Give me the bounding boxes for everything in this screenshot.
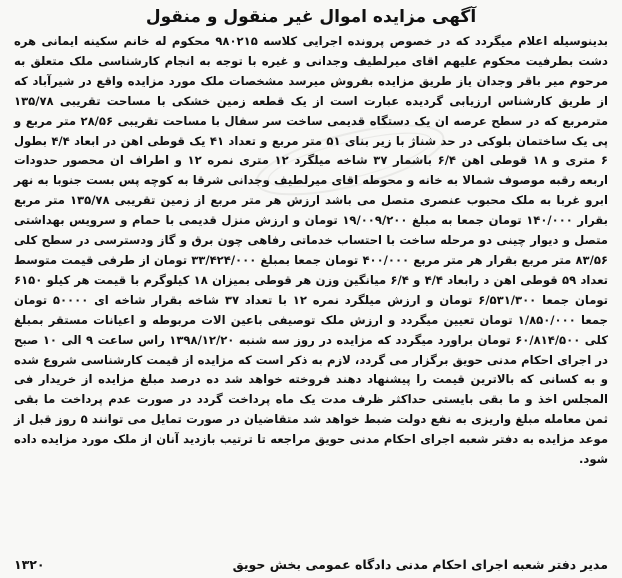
notice-title: آگهی مزایده اموال غیر منقول و منقول — [145, 7, 477, 27]
notice-body-text: بدینوسیله اعلام میگردد که در خصوص پرونده اجرایی کلاسه ۹۸۰۲۱۵ محکوم له خانم سکینه ایمانی هره دشت بطرفیت محکوم علیهم اقای میرلطیف وجدانی و غیره با توجه به انجام کارشناسی ملک متعلق به مرحوم میر باقر وجدان یاز طریق مزایده بفروش میرسد مشخصات ملک مورد مزایده واقع در شیرآباد که از طریق کارشناس ارزیابی گردیده عبارت است از یک قطعه زمین خشکی با مساحت تقریبی ۱۳۵/۷۸ مترمربع که در سطح عرصه ان یک دستگاه قدیمی ساخت سر سفال با مساحت تقریبی ۲۸/۵۶ متر مربع و پی یک ساختمان بلوکی در حد شناژ با زیر بنای ۵۱ متر مربع و تعداد ۴۱ یک قوطی اهن در ابعاد ۴/۴ بطول ۶ متری و ۱۸ قوطی اهن ۶/۴ باشمار ۳۷ شاخه میلگرد ۱۲ متری نمره ۱۲ و اطراف ان محصور حدودات اربعه رقبه موصوف شمالا به خانه و محوطه اقای میرلطیف وجدانی شرقا به کوچه پس بست جنوبا به نهر ابرو غربا به ملک محبوب عنصری متصل می باشد ارزش هر متر مربع از زمین تقریبی ۱۳۵/۷۸ متر مربع بقرار ۱۴۰/۰۰۰ تومان جمعا به مبلغ ۱۹/۰۰۹/۲۰۰ تومان و ارزش منزل قدیمی با حمام و سرویس بهداشتی متصل و دیوار چینی دو مرحله ساخت با احتساب خدماتی رفاهی چون برق و گاز ودسترسی در سطح کلی ۸۳/۵۶ متر مربع بقرار هر متر مربع ۴۰۰/۰۰۰ تومان جمعا بمبلغ ۳۳/۴۲۴/۰۰۰ تومان از طرفی قیمت متوسط تعداد ۵۹ قوطی اهن د رابعاد ۴/۴ و ۶/۴ میانگین وزن هر قوطی بمیزان ۱۸ کیلوگرم با قیمت هر کیلو ۶۱۵۰ تومان جمعا ۶/۵۳۱/۳۰۰ تومان و ارزش میلگرد نمره ۱۲ با تعداد ۳۷ شاخه بقرار شاخه ای ۵۰۰۰۰ تومان جمعا ۱/۸۵۰/۰۰۰ تومان تعیین میگردد و ارزش ملک توصیفی باعین الات مربوطه و اعیانات مستقر بمبلغ کلی ۶۰/۸۱۴/۵۰۰ تومان براورد میگردد که مزایده در روز سه شنبه ۱۳۹۸/۱۲/۲۰ راس ساعت ۹ الی ۱۰ صبح در اجرای احکام مدنی حویق برگزار می گردد، لازم به ذکر است که مزایده از قیمت کارشناسی شروع شده و به کسانی که بالاترین قیمت را پیشنهاد دهند فروخته خواهد شد ده درصد مبلغ مزایده از خریدار فی المجلس اخذ و ما بقی بایستی حداکثر ظرف مدت یک ماه پرداخت گردد در صورت عدم پرداخت ما بقی ثمن معامله مبلغ واریزی به نفع دولت ضبط خواهد شد متقاضیان در صورت تمایل می توانند ۵ روز قبل از موعد مزایده به دفتر شعبه اجرای احکام مدنی حویق مراجعه تا ترتیب بازدید آنان از ملک مورد مزایده داده شود. — [14, 34, 609, 467]
signature-line: مدیر دفتر شعبه اجرای احکام مدنی دادگاه عمومی بخش حویق — [232, 557, 608, 572]
notice-code: ۱۳۲۰ — [14, 557, 45, 572]
notice-footer — [14, 557, 608, 572]
